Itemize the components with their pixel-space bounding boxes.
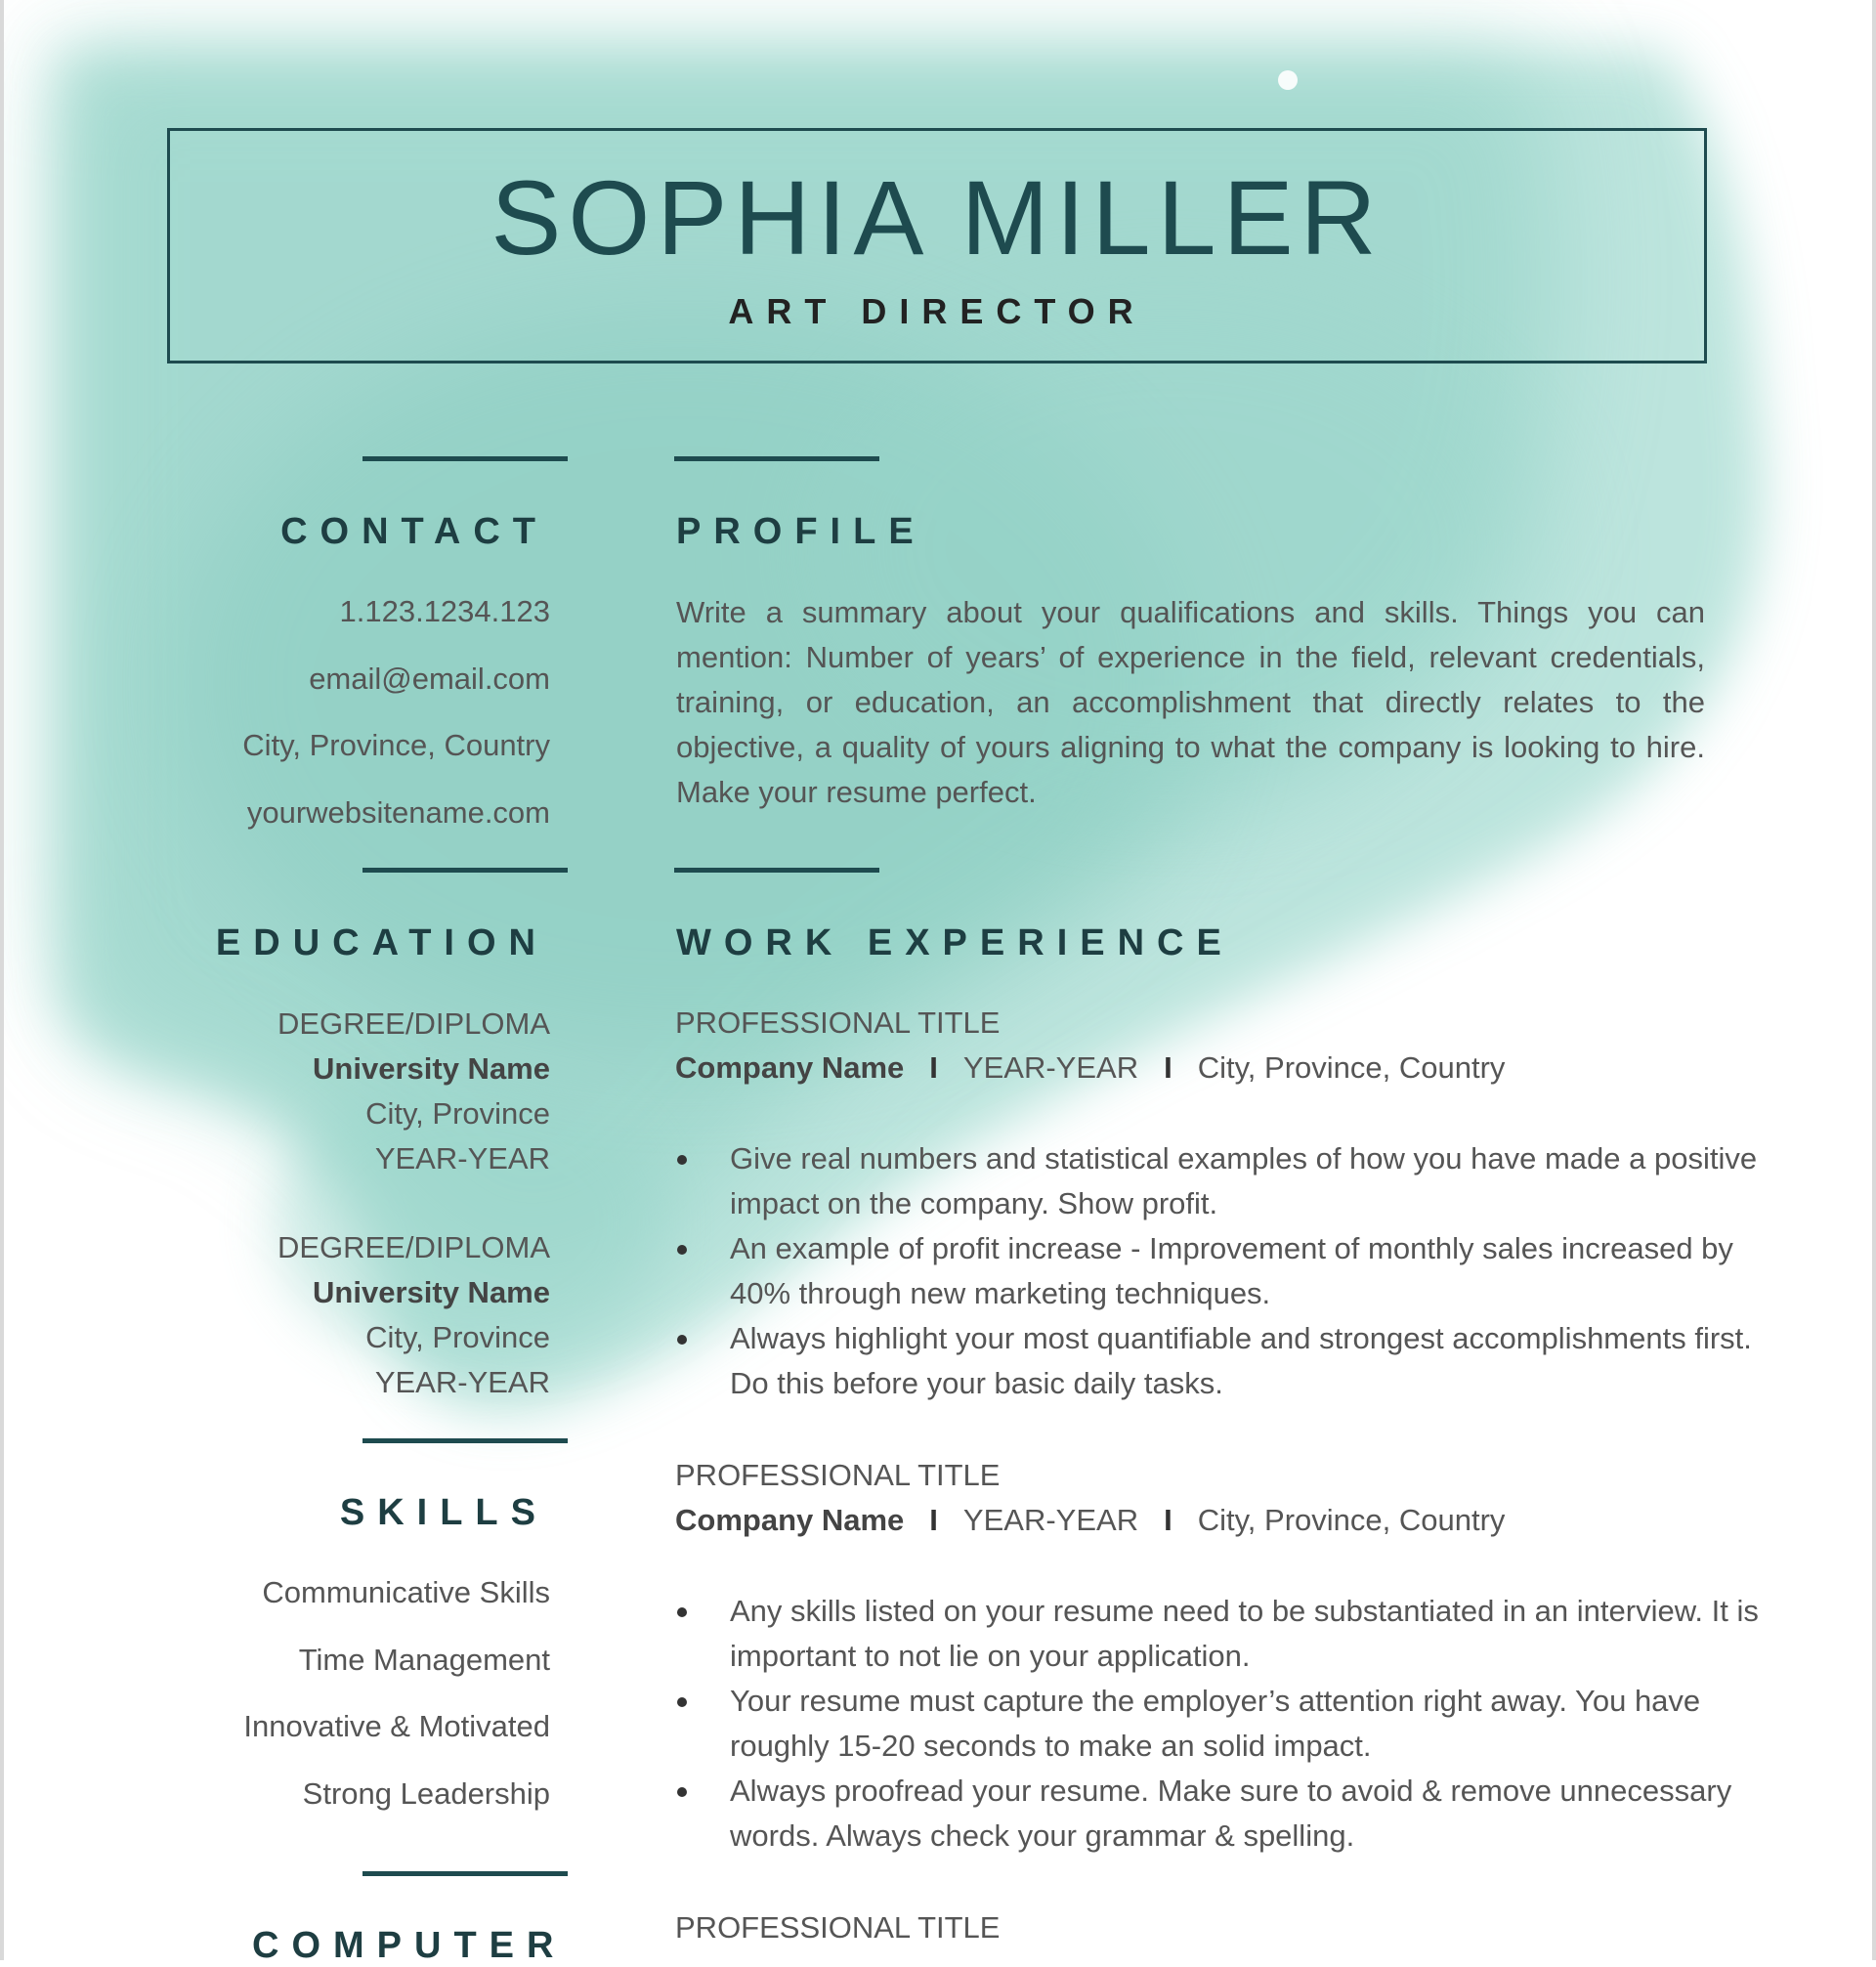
- contact-phone: 1.123.1234.123: [339, 594, 550, 628]
- contact-heading: CONTACT: [280, 511, 548, 552]
- skills-divider: [362, 1438, 568, 1443]
- meta-separator: I: [1164, 1050, 1172, 1085]
- education-school: University Name: [313, 1275, 550, 1309]
- skill-item: Time Management: [298, 1643, 550, 1677]
- job-bullets: [675, 1589, 1760, 1859]
- work-divider: [674, 868, 879, 873]
- bullet-item: [675, 1226, 1760, 1316]
- job-company: Company Name: [675, 1503, 905, 1537]
- job-location: City, Province, Country: [1197, 1050, 1506, 1085]
- bullet-item: [675, 1679, 1760, 1769]
- job-location: City, Province, Country: [1197, 1503, 1506, 1537]
- skills-heading: SKILLS: [339, 1492, 548, 1533]
- bullet-item: [675, 1769, 1760, 1859]
- education-school: University Name: [313, 1051, 550, 1086]
- bullet-item: [675, 1136, 1760, 1226]
- skill-item: Strong Leadership: [302, 1776, 550, 1811]
- job-years: YEAR-YEAR: [962, 1503, 1139, 1537]
- meta-separator: I: [1164, 1503, 1172, 1537]
- skill-item: Communicative Skills: [262, 1575, 550, 1609]
- education-years: YEAR-YEAR: [374, 1141, 550, 1176]
- job-company: Company Name: [675, 1050, 905, 1085]
- bullet-text: An example of profit increase - Improvement of monthly sales increased by 40% through new marketing techniques.: [730, 1231, 1733, 1310]
- computer-heading: COMPUTER: [252, 1925, 567, 1966]
- meta-separator: I: [929, 1050, 938, 1085]
- bullet-text: Your resume must capture the employer’s attention right away. You have roughly 15-20 seconds to make an solid impact.: [730, 1684, 1701, 1763]
- name-header-box: [167, 128, 1707, 363]
- job-years: YEAR-YEAR: [962, 1050, 1139, 1085]
- bullet-icon: [677, 1697, 687, 1707]
- bullet-text: Always highlight your most quantifiable and strongest accomplishments first. Do this before your basic daily tasks.: [730, 1321, 1752, 1400]
- contact-location: City, Province, Country: [242, 728, 550, 762]
- contact-website: yourwebsitename.com: [246, 795, 550, 830]
- education-location: City, Province: [365, 1096, 550, 1131]
- computer-divider: [362, 1871, 568, 1876]
- bullet-item: [675, 1316, 1760, 1406]
- skill-item: Innovative & Motivated: [243, 1709, 550, 1743]
- education-degree: DEGREE/DIPLOMA: [277, 1006, 550, 1041]
- bullet-icon: [677, 1335, 687, 1345]
- contact-divider: [362, 456, 568, 461]
- profile-summary: Write a summary about your qualifications and skills. Things you can mention: Number of years’ of experience in the field, relevant credentials, training, or education, an accomplishment that directly relates to the objective, a quality of yours aligning to what the company is looking to hire. Make your resume perfect.: [676, 595, 1705, 809]
- page-edge-left: [0, 0, 4, 1960]
- bullet-text: Any skills listed on your resume need to be substantiated in an interview. It is important to not lie on your application.: [730, 1594, 1759, 1673]
- education-heading: EDUCATION: [215, 922, 548, 963]
- bullet-text: Give real numbers and statistical examples of how you have made a positive impact on the company. Show profit.: [730, 1141, 1758, 1220]
- job-meta: [675, 1050, 1505, 1086]
- job-bullets: [675, 1136, 1760, 1406]
- bullet-icon: [677, 1607, 687, 1617]
- job-title: PROFESSIONAL TITLE: [675, 1910, 1001, 1945]
- candidate-role: ART DIRECTOR: [728, 291, 1146, 331]
- bullet-icon: [677, 1245, 687, 1255]
- job-title: PROFESSIONAL TITLE: [675, 1005, 1001, 1040]
- bullet-icon: [677, 1155, 687, 1165]
- education-degree: DEGREE/DIPLOMA: [277, 1230, 550, 1264]
- education-years: YEAR-YEAR: [374, 1365, 550, 1399]
- education-divider: [362, 868, 568, 873]
- bullet-icon: [677, 1787, 687, 1797]
- candidate-name: SOPHIA MILLER: [490, 158, 1384, 277]
- meta-separator: I: [929, 1503, 938, 1537]
- education-location: City, Province: [365, 1320, 550, 1354]
- profile-divider: [674, 456, 879, 461]
- bullet-text: Always proofread your resume. Make sure to avoid & remove unnecessary words. Always check your grammar & spelling.: [730, 1774, 1732, 1853]
- contact-email: email@email.com: [309, 662, 550, 696]
- profile-heading: PROFILE: [676, 511, 926, 552]
- bullet-item: [675, 1589, 1760, 1679]
- page-edge-right: [1872, 0, 1876, 1960]
- job-title: PROFESSIONAL TITLE: [675, 1458, 1001, 1492]
- job-meta: [675, 1503, 1505, 1538]
- work-heading: WORK EXPERIENCE: [676, 922, 1234, 963]
